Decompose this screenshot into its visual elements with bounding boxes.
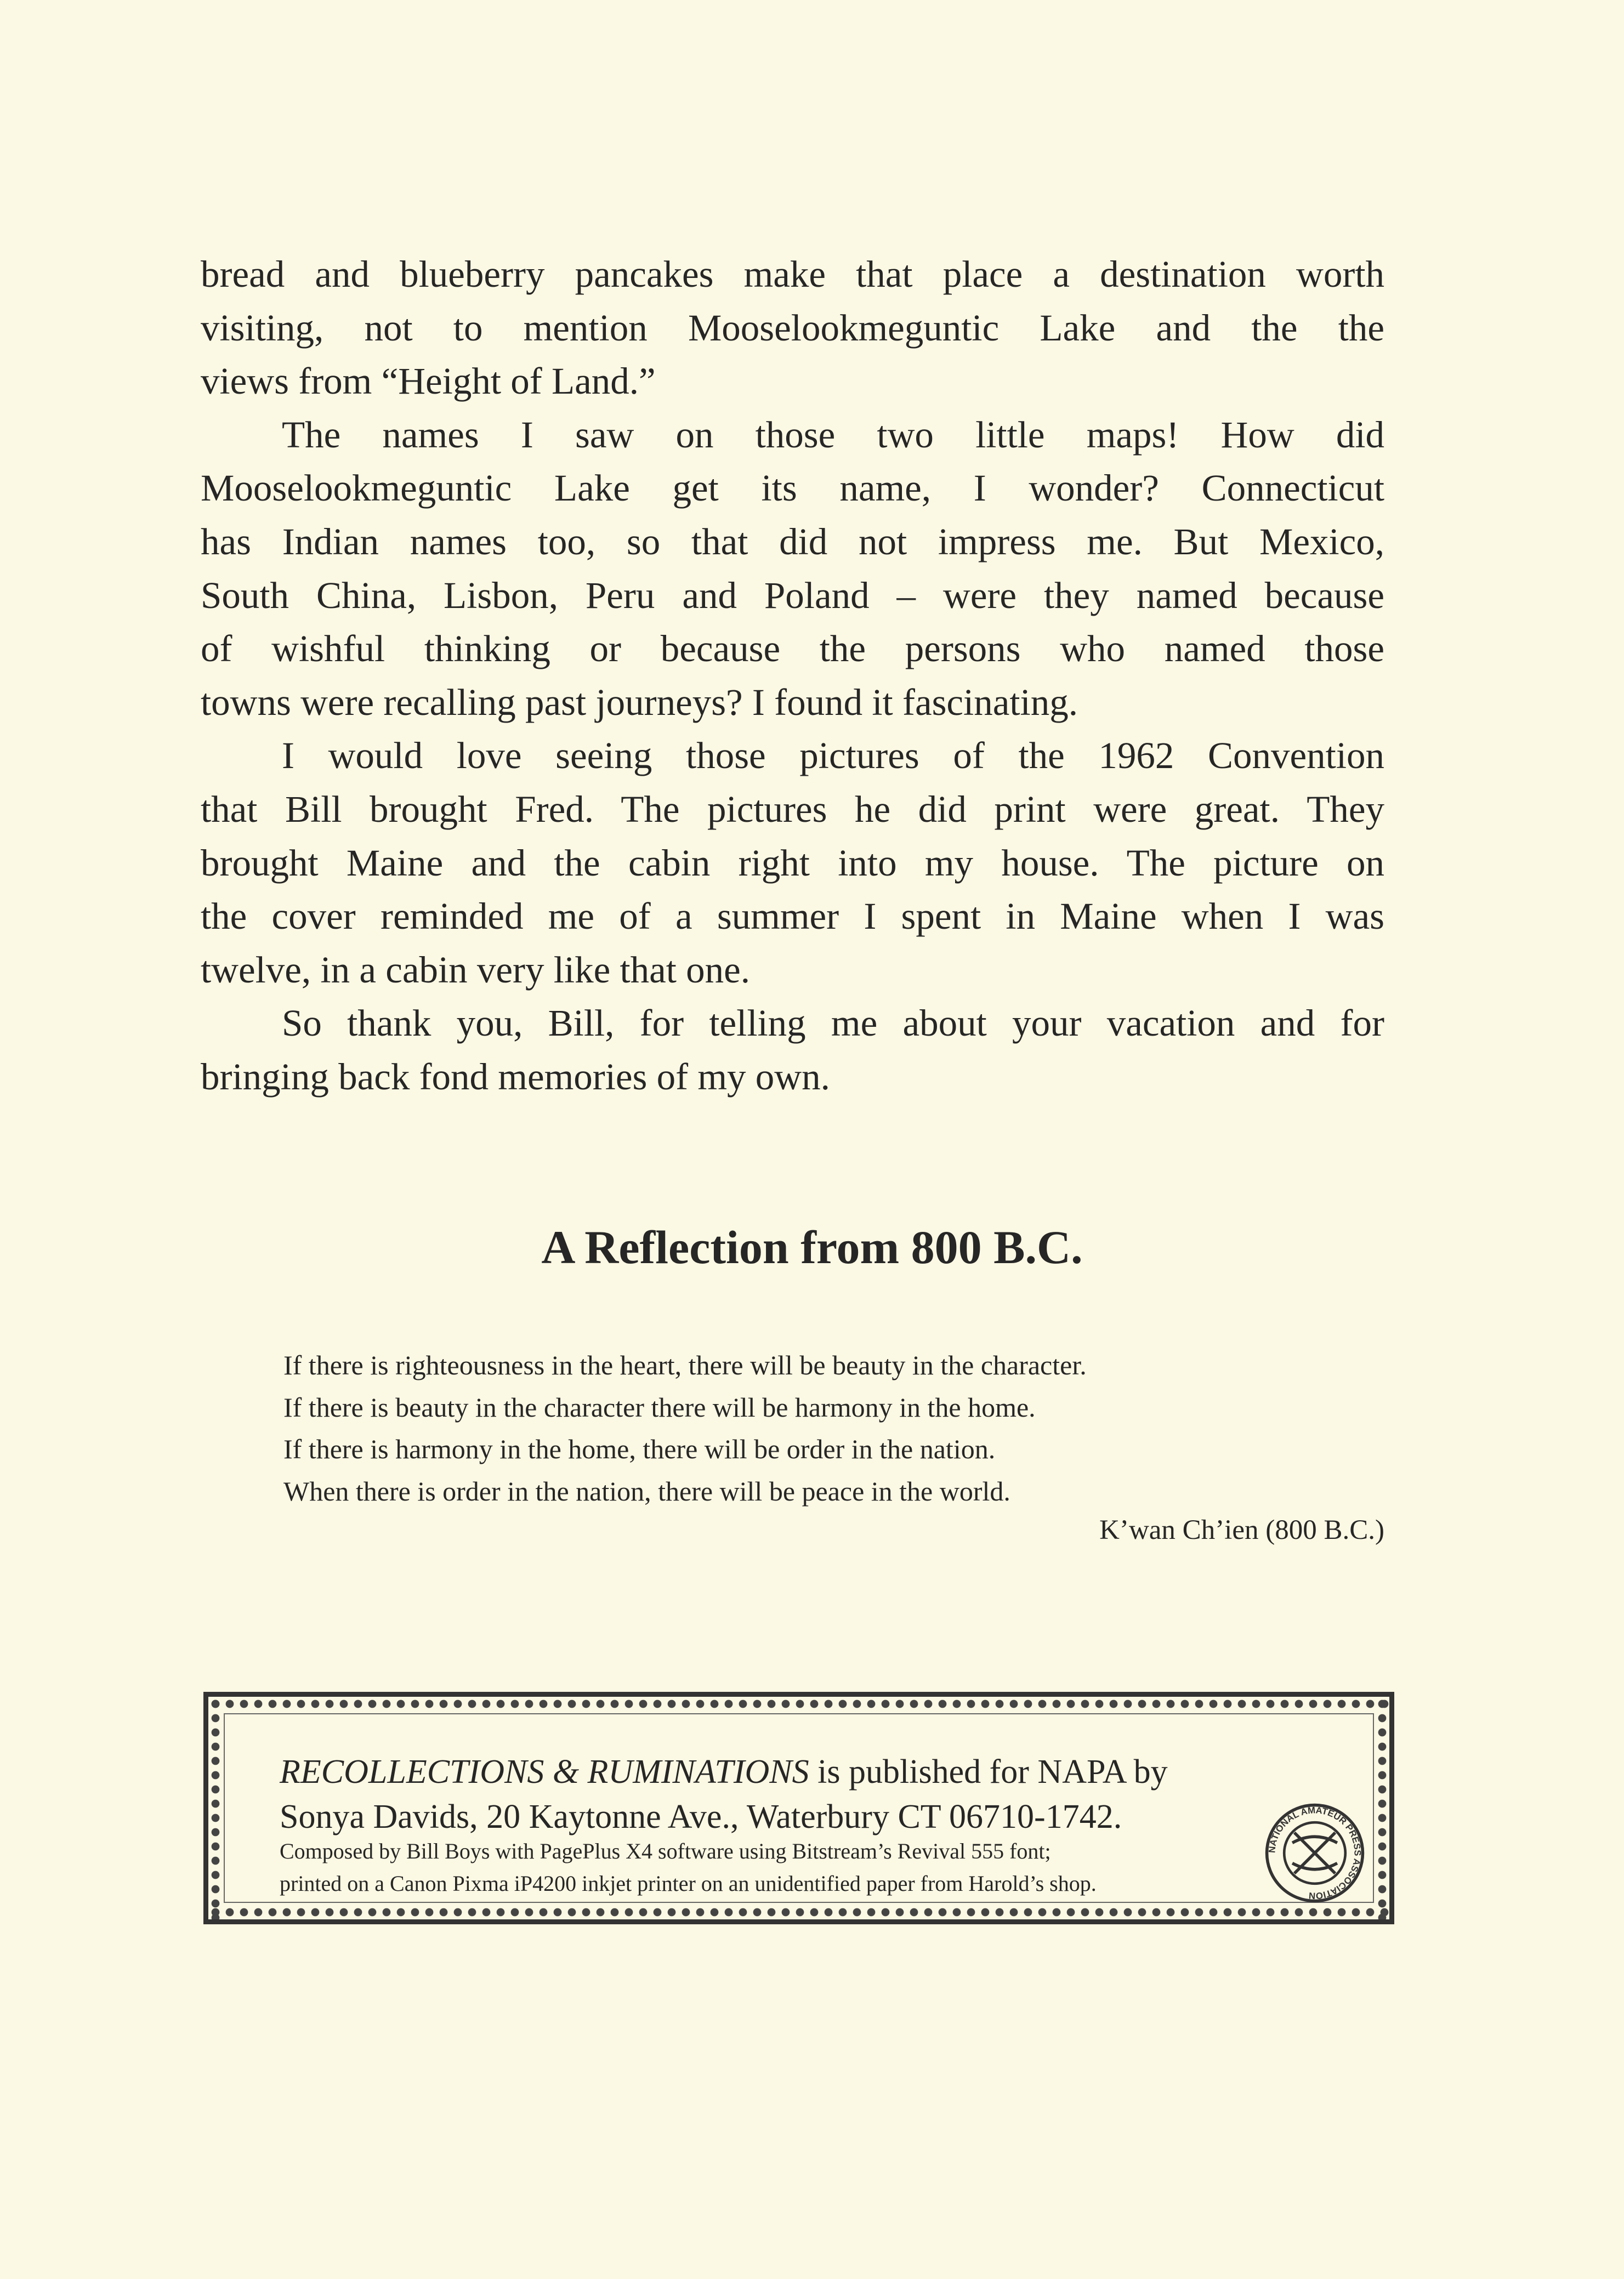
paragraph-line: twelve, in a cabin very like that one. (201, 948, 751, 991)
paragraph-line: Mooselookmeguntic Lake get its name, I wonder? Connecticut (201, 467, 1384, 509)
napa-seal-icon (1264, 1802, 1366, 1904)
paragraph-line: of wishful thinking or because the persons who named those (201, 628, 1384, 670)
body-text (201, 248, 1384, 1104)
colophon-line-4: printed on a Canon Pixma iP4200 inkjet printer on an unidentified paper from Harold’s shop. (280, 1871, 1097, 1896)
quote-attribution: K’wan Ch’ien (800 B.C.) (1099, 1515, 1384, 1545)
paragraph-line: South China, Lisbon, Peru and Poland – were they named because (201, 574, 1384, 616)
quote-line: If there is righteousness in the heart, there will be beauty in the character. (283, 1350, 1087, 1380)
paragraph-line: visiting, not to mention Mooselookmeguntic Lake and the the (201, 306, 1384, 349)
paragraph-line: that Bill brought Fred. The pictures he did print were great. They (201, 788, 1384, 830)
paragraph-line: brought Maine and the cabin right into my house. The picture on (201, 842, 1384, 884)
paragraph-line: I would love seeing those pictures of the 1962 Convention (282, 735, 1384, 777)
quote-line: If there is beauty in the character there will be harmony in the home. (283, 1391, 1036, 1423)
paragraph-line: views from “Height of Land.” (201, 360, 656, 402)
paragraph-line: bread and blueberry pancakes make that place a destination worth (201, 253, 1384, 295)
quote-line: If there is harmony in the home, there will be order in the nation. (283, 1434, 996, 1464)
paragraph-line: bringing back fond memories of my own. (201, 1055, 830, 1098)
colophon-box (203, 1692, 1394, 1924)
paragraph-line: So thank you, Bill, for telling me about your vacation and for (282, 1002, 1384, 1044)
svg-text:NATIONAL AMATEUR PRESS ASSOCIA: NATIONAL AMATEUR PRESS ASSOCIATION (1267, 1805, 1363, 1901)
paragraph-line: the cover reminded me of a summer I spent in Maine when I was (201, 895, 1384, 937)
colophon-line-2: Sonya Davids, 20 Kaytonne Ave., Waterbury CT 06710-1742. (280, 1798, 1122, 1835)
section-heading: A Reflection from 800 B.C. (541, 1221, 1083, 1274)
paragraph-line: has Indian names too, so that did not impress me. But Mexico, (201, 520, 1384, 562)
publication-title: RECOLLECTIONS & RUMINATIONS (280, 1753, 809, 1791)
colophon-line-3: Composed by Bill Boys with PagePlus X4 software using Bitstream’s Revival 555 font; (280, 1839, 1051, 1863)
paragraph-line: towns were recalling past journeys? I found it fascinating. (201, 681, 1078, 723)
quote-line: When there is order in the nation, there will be peace in the world. (283, 1475, 1010, 1507)
colophon-line-1 (280, 1753, 1168, 1792)
quote (283, 1344, 1087, 1512)
colophon-text: is published for NAPA by (809, 1753, 1168, 1791)
paragraph-line: The names I saw on those two little maps! How did (282, 413, 1384, 456)
colophon-inner (224, 1713, 1374, 1903)
